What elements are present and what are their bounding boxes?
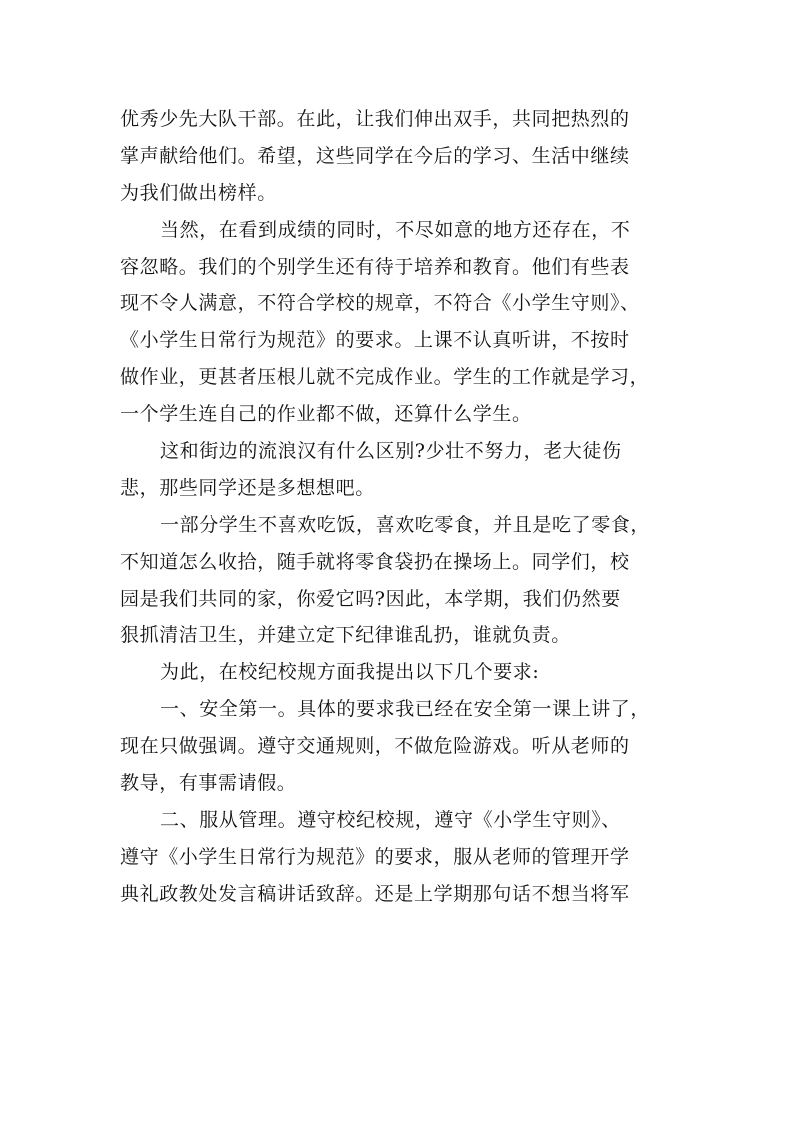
text-line: 优秀少先大队干部。在此，让我们伸出双手，共同把热烈的	[120, 108, 630, 130]
text-line: 现不令人满意，不符合学校的规章，不符合《小学生守则》、	[120, 292, 640, 315]
text-line: 当然，在看到成绩的同时，不尽如意的地方还存在，不	[160, 218, 631, 241]
text-line: 现在只做强调。遵守交通规则，不做危险游戏。听从老师的	[120, 735, 630, 758]
text-line: 二、服从管理。遵守校纪校规，遵守《小学生守则》、	[160, 808, 621, 831]
text-line: 悲，那些同学还是多想想吧。	[120, 476, 375, 499]
text-line: 为我们做出榜样。	[120, 181, 277, 204]
text-line: 一部分学生不喜欢吃饭，喜欢吃零食，并且是吃了零食，	[160, 513, 651, 536]
text-line: 狠抓清洁卫生，并建立定下纪律谁乱扔，谁就负责。	[120, 624, 571, 647]
document-body	[120, 101, 680, 913]
text-line: 遵守《小学生日常行为规范》的要求，服从老师的管理开学	[120, 845, 630, 868]
text-line: 不知道怎么收拾，随手就将零食袋扔在操场上。同学们，校	[120, 550, 630, 573]
text-line: 为此，在校纪校规方面我提出以下几个要求:	[160, 661, 540, 684]
text-line: 园是我们共同的家，你爱它吗?因此，本学期，我们仍然要	[120, 587, 621, 610]
text-line: 掌声献给他们。希望，这些同学在今后的学习、生活中继续	[120, 144, 630, 167]
text-line: 典礼政教处发言稿讲话致辞。还是上学期那句话不想当将军	[120, 882, 630, 905]
text-line: 做作业，更甚者压根儿就不完成作业。学生的工作就是学习，	[120, 366, 650, 389]
text-line: 《小学生日常行为规范》的要求。上课不认真听讲，不按时	[120, 329, 630, 352]
text-line: 一个学生连自己的作业都不做，还算什么学生。	[120, 403, 532, 426]
text-line: 这和街边的流浪汉有什么区别?少壮不努力，老大徒伤	[160, 440, 622, 463]
text-line: 教导，有事需请假。	[120, 772, 297, 795]
text-line: 一、安全第一。具体的要求我已经在安全第一课上讲了，	[160, 698, 651, 721]
text-line: 容忽略。我们的个别学生还有待于培养和教育。他们有些表	[120, 255, 630, 278]
